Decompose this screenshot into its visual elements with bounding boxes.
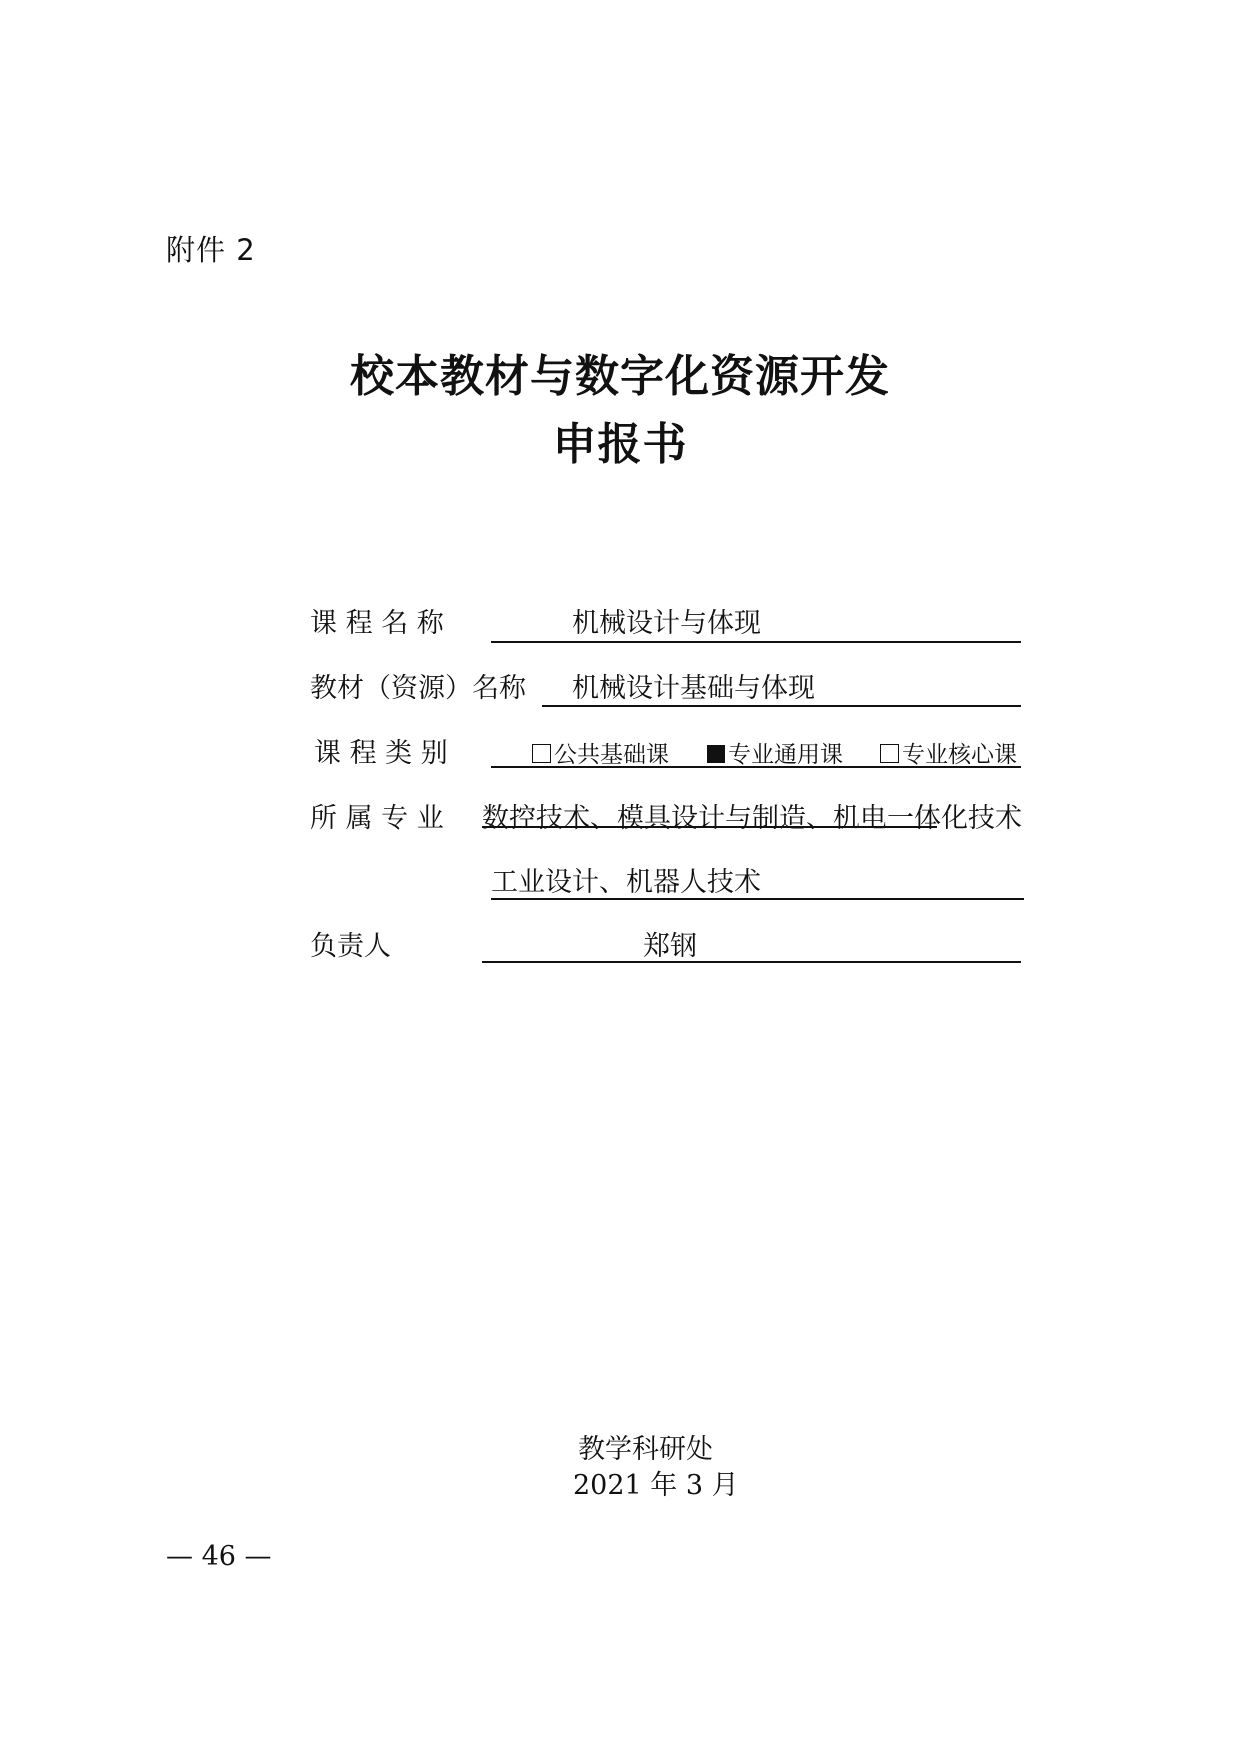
- document-subtitle: 申报书: [552, 419, 688, 470]
- category-option-general[interactable]: [707, 740, 843, 770]
- major-label: 所 属 专 业: [310, 803, 444, 834]
- issuing-office: 教学科研处: [578, 1434, 713, 1465]
- category-option-label: 公共基础课: [554, 742, 669, 768]
- responsible-underline: [482, 961, 1021, 963]
- checkbox-empty-icon: [880, 744, 899, 763]
- material-name-label: 教材（资源）名称: [310, 673, 526, 704]
- major-value-line1: 数控技术、模具设计与制造、机电一体化技术: [482, 803, 1022, 834]
- category-option-public[interactable]: [532, 740, 669, 770]
- category-option-core[interactable]: [880, 740, 1017, 770]
- page-number: — 46 —: [166, 1541, 272, 1572]
- course-name-underline: [491, 641, 1021, 643]
- category-option-label: 专业核心课: [902, 742, 1017, 768]
- major-line1-strike: [482, 826, 937, 828]
- responsible-label: 负责人: [310, 931, 391, 962]
- issue-date: 2021 年 3 月: [573, 1470, 739, 1501]
- course-name-label: 课 程 名 称: [310, 608, 444, 639]
- document-title: 校本教材与数字化资源开发: [350, 351, 890, 402]
- attachment-label: 附件 2: [166, 233, 256, 267]
- responsible-value: 郑钢: [643, 931, 697, 962]
- category-option-label: 专业通用课: [728, 742, 843, 768]
- course-category-label: 课 程 类 别: [314, 738, 448, 769]
- checkbox-empty-icon: [532, 744, 551, 763]
- major-value-line2: 工业设计、机器人技术: [491, 867, 761, 898]
- major-line2-underline: [491, 898, 1024, 900]
- checkbox-filled-icon: [707, 745, 725, 763]
- material-name-value: 机械设计基础与体现: [572, 673, 815, 704]
- course-name-value: 机械设计与体现: [572, 608, 761, 639]
